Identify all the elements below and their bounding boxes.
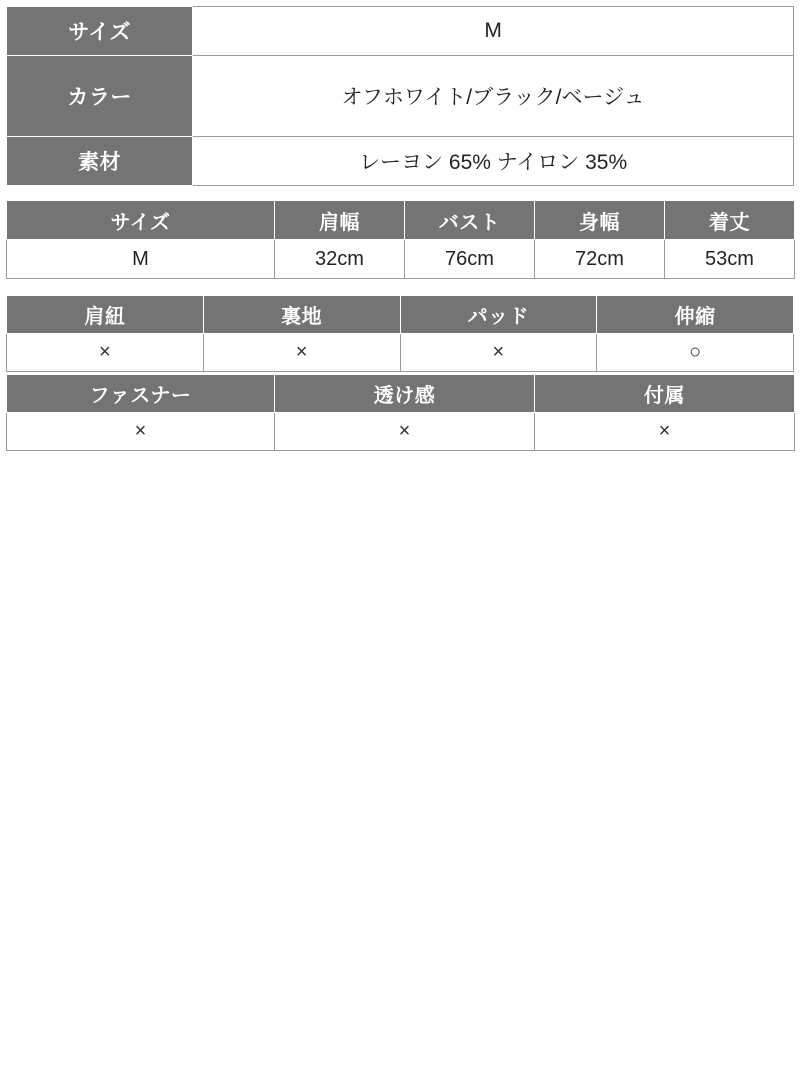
spec-value-material: レーヨン 65% ナイロン 35% bbox=[193, 137, 794, 186]
size-cell-size: M bbox=[7, 240, 275, 279]
feature-header-sheerness: 透け感 bbox=[275, 375, 535, 413]
size-cell-length: 53cm bbox=[665, 240, 795, 279]
size-cell-shoulder: 32cm bbox=[275, 240, 405, 279]
feature-header-zipper: ファスナー bbox=[7, 375, 275, 413]
feature-value-strap: × bbox=[7, 334, 204, 372]
size-header-shoulder: 肩幅 bbox=[275, 201, 405, 240]
feature-value-pad: × bbox=[400, 334, 597, 372]
feature-header-pad: パッド bbox=[400, 296, 597, 334]
feature-table-secondary bbox=[6, 374, 795, 451]
feature-header-stretch: 伸縮 bbox=[597, 296, 794, 334]
size-cell-width: 72cm bbox=[535, 240, 665, 279]
table-header-row bbox=[7, 201, 795, 240]
size-header-bust: バスト bbox=[405, 201, 535, 240]
spec-label-size: サイズ bbox=[7, 7, 193, 56]
feature-value-sheerness: × bbox=[275, 413, 535, 451]
table-row bbox=[7, 56, 794, 137]
table-row bbox=[7, 7, 794, 56]
feature-value-lining: × bbox=[203, 334, 400, 372]
feature-value-zipper: × bbox=[7, 413, 275, 451]
table-header-row bbox=[7, 296, 794, 334]
feature-header-accessory: 付属 bbox=[535, 375, 795, 413]
feature-value-accessory: × bbox=[535, 413, 795, 451]
spec-value-color: オフホワイト/ブラック/ベージュ bbox=[193, 56, 794, 137]
spec-value-size: M bbox=[193, 7, 794, 56]
feature-header-lining: 裏地 bbox=[203, 296, 400, 334]
table-row bbox=[7, 137, 794, 186]
spec-sheet-page bbox=[0, 6, 800, 1073]
size-header-length: 着丈 bbox=[665, 201, 795, 240]
feature-header-strap: 肩紐 bbox=[7, 296, 204, 334]
table-row bbox=[7, 240, 795, 279]
product-spec-table bbox=[6, 6, 794, 186]
table-row bbox=[7, 413, 795, 451]
feature-value-stretch: ○ bbox=[597, 334, 794, 372]
size-measurement-table bbox=[6, 200, 795, 279]
feature-table-primary bbox=[6, 295, 794, 372]
spec-label-color: カラー bbox=[7, 56, 193, 137]
spec-label-material: 素材 bbox=[7, 137, 193, 186]
size-header-size: サイズ bbox=[7, 201, 275, 240]
table-header-row bbox=[7, 375, 795, 413]
table-row bbox=[7, 334, 794, 372]
size-cell-bust: 76cm bbox=[405, 240, 535, 279]
size-header-width: 身幅 bbox=[535, 201, 665, 240]
